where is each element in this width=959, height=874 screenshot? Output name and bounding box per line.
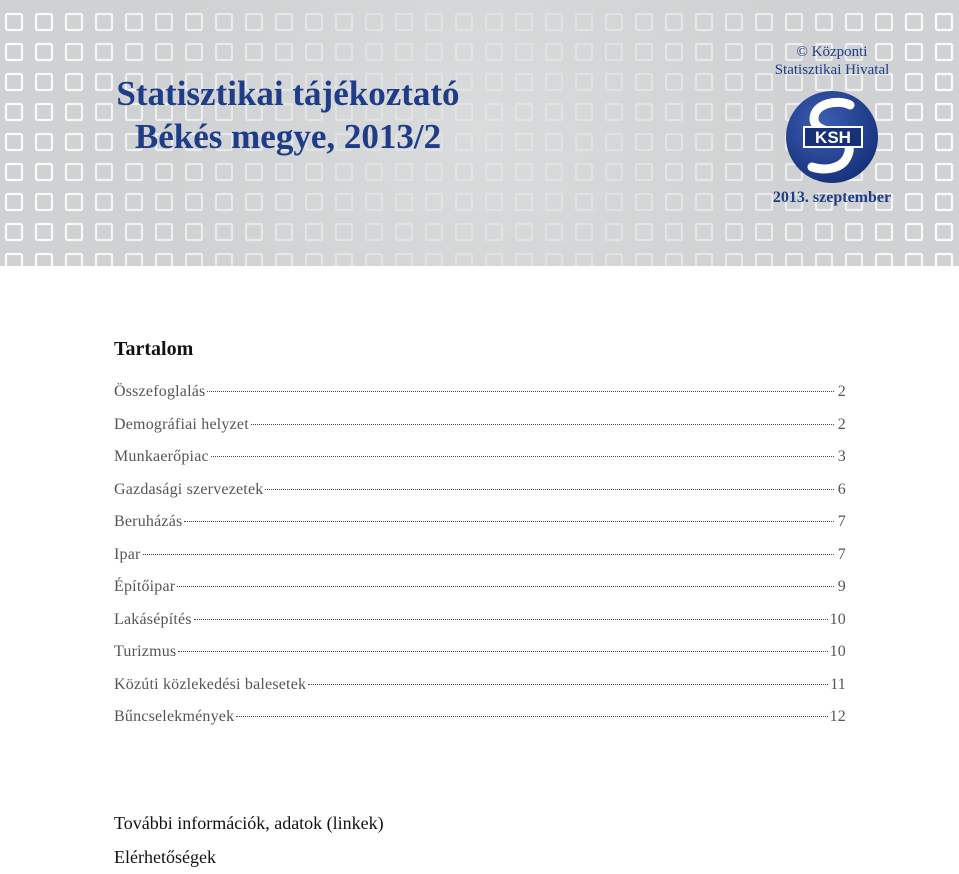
pattern-square — [516, 164, 532, 180]
pattern-square — [756, 14, 772, 30]
pattern-square — [96, 44, 112, 60]
pattern-square — [756, 164, 772, 180]
toc-entry[interactable] — [114, 546, 846, 579]
pattern-square — [96, 194, 112, 210]
toc-entry-page: 7 — [837, 513, 846, 530]
publication-date: 2013. szeptember — [772, 189, 892, 206]
toc-entry-page: 3 — [837, 448, 846, 465]
pattern-square — [546, 224, 562, 240]
pattern-square — [666, 194, 682, 210]
toc-leader-dots — [236, 716, 827, 717]
toc-leader-dots — [177, 586, 834, 587]
pattern-square — [186, 254, 202, 266]
pattern-square — [186, 224, 202, 240]
pattern-square — [216, 44, 232, 60]
pattern-square — [726, 44, 742, 60]
ksh-logo-text: KSH — [815, 128, 851, 147]
pattern-square — [906, 164, 922, 180]
toc-entry[interactable] — [114, 676, 846, 709]
pattern-square — [516, 74, 532, 90]
pattern-square — [276, 14, 292, 30]
pattern-square — [666, 74, 682, 90]
pattern-square — [36, 44, 52, 60]
publisher-line-2: Statisztikai Hivatal — [774, 62, 890, 78]
pattern-square — [156, 224, 172, 240]
pattern-square — [876, 14, 892, 30]
pattern-square — [516, 44, 532, 60]
pattern-square — [186, 194, 202, 210]
toc-entry-page: 9 — [837, 578, 846, 595]
pattern-square — [726, 74, 742, 90]
pattern-square — [276, 224, 292, 240]
pattern-square — [936, 254, 952, 266]
pattern-square — [666, 104, 682, 120]
pattern-square — [366, 14, 382, 30]
pattern-square — [726, 254, 742, 266]
pattern-square — [696, 14, 712, 30]
pattern-square — [366, 44, 382, 60]
toc-entry-page: 11 — [830, 675, 846, 693]
pattern-square — [906, 224, 922, 240]
pattern-square — [306, 194, 322, 210]
cover-header — [0, 0, 959, 266]
pattern-square — [486, 194, 502, 210]
toc-leader-dots — [211, 456, 834, 457]
pattern-square — [426, 44, 442, 60]
pattern-square — [786, 254, 802, 266]
more-info-link[interactable]: További információk, adatok (linkek) — [114, 813, 384, 833]
toc-entry-label: Beruházás — [114, 513, 183, 530]
pattern-square — [336, 44, 352, 60]
pattern-square — [696, 164, 712, 180]
pattern-square — [516, 254, 532, 266]
publisher-line-1: © Központi — [796, 44, 868, 60]
pattern-square — [396, 224, 412, 240]
pattern-square — [66, 254, 82, 266]
toc-leader-dots — [308, 684, 828, 685]
pattern-square — [306, 14, 322, 30]
toc-entry[interactable] — [114, 416, 846, 449]
pattern-square — [66, 194, 82, 210]
pattern-square — [576, 194, 592, 210]
pattern-square — [36, 104, 52, 120]
pattern-square — [36, 194, 52, 210]
contacts-link[interactable]: Elérhetőségek — [114, 847, 216, 867]
pattern-square — [666, 44, 682, 60]
pattern-square — [246, 164, 262, 180]
pattern-square — [516, 224, 532, 240]
pattern-square — [216, 164, 232, 180]
pattern-square — [786, 224, 802, 240]
pattern-square — [486, 224, 502, 240]
pattern-square — [786, 14, 802, 30]
pattern-square — [396, 194, 412, 210]
pattern-square — [846, 224, 862, 240]
pattern-square — [546, 74, 562, 90]
pattern-square — [246, 194, 262, 210]
pattern-square — [696, 134, 712, 150]
pattern-square — [486, 254, 502, 266]
document-title — [78, 72, 498, 158]
pattern-square — [456, 14, 472, 30]
pattern-square — [696, 74, 712, 90]
pattern-square — [936, 164, 952, 180]
pattern-square — [606, 224, 622, 240]
toc-entry-label: Demográfiai helyzet — [114, 415, 249, 433]
pattern-square — [246, 224, 262, 240]
pattern-square — [366, 224, 382, 240]
pattern-square — [366, 164, 382, 180]
pattern-square — [906, 14, 922, 30]
pattern-square — [606, 164, 622, 180]
pattern-square — [546, 134, 562, 150]
pattern-square — [426, 164, 442, 180]
pattern-square — [666, 254, 682, 266]
pattern-square — [756, 134, 772, 150]
pattern-square — [396, 44, 412, 60]
toc-entry-page: 12 — [829, 708, 846, 725]
toc-leader-dots — [194, 619, 828, 620]
pattern-square — [6, 134, 22, 150]
pattern-square — [216, 194, 232, 210]
pattern-square — [816, 14, 832, 30]
toc-entry-label: Turizmus — [114, 643, 177, 660]
pattern-square — [456, 164, 472, 180]
pattern-square — [306, 44, 322, 60]
pattern-square — [546, 14, 562, 30]
pattern-square — [906, 254, 922, 266]
pattern-square — [606, 194, 622, 210]
pattern-square — [936, 194, 952, 210]
toc-entry-label: Ipar — [114, 545, 141, 563]
pattern-square — [126, 44, 142, 60]
pattern-square — [36, 164, 52, 180]
toc-entry-page: 10 — [829, 610, 846, 628]
pattern-square — [6, 194, 22, 210]
pattern-square — [96, 14, 112, 30]
pattern-square — [336, 164, 352, 180]
pattern-square — [546, 104, 562, 120]
pattern-square — [126, 224, 142, 240]
pattern-square — [636, 44, 652, 60]
pattern-square — [636, 14, 652, 30]
toc-leader-dots — [251, 424, 834, 425]
pattern-square — [6, 74, 22, 90]
pattern-square — [636, 224, 652, 240]
pattern-square — [36, 14, 52, 30]
pattern-square — [546, 254, 562, 266]
pattern-square — [906, 134, 922, 150]
pattern-square — [186, 14, 202, 30]
pattern-square — [486, 164, 502, 180]
toc-entry-label: Építőipar — [114, 578, 176, 595]
table-of-contents — [114, 383, 846, 741]
pattern-square — [576, 164, 592, 180]
ksh-logo-icon — [784, 89, 880, 185]
pattern-square — [486, 14, 502, 30]
pattern-square — [216, 254, 232, 266]
pattern-square — [126, 194, 142, 210]
pattern-square — [336, 194, 352, 210]
pattern-square — [876, 224, 892, 240]
pattern-square — [756, 254, 772, 266]
pattern-square — [216, 14, 232, 30]
pattern-square — [336, 254, 352, 266]
pattern-square — [246, 14, 262, 30]
toc-entry[interactable] — [114, 513, 846, 546]
pattern-square — [576, 224, 592, 240]
pattern-square — [276, 44, 292, 60]
pattern-square — [576, 74, 592, 90]
pattern-square — [6, 44, 22, 60]
toc-entry[interactable] — [114, 643, 846, 676]
pattern-square — [576, 44, 592, 60]
pattern-square — [606, 14, 622, 30]
pattern-square — [426, 194, 442, 210]
pattern-square — [636, 254, 652, 266]
pattern-square — [726, 134, 742, 150]
pattern-square — [6, 14, 22, 30]
pattern-square — [726, 164, 742, 180]
pattern-square — [396, 164, 412, 180]
pattern-square — [606, 254, 622, 266]
pattern-square — [636, 74, 652, 90]
toc-entry[interactable] — [114, 383, 846, 416]
pattern-square — [516, 104, 532, 120]
pattern-square — [276, 164, 292, 180]
pattern-square — [606, 44, 622, 60]
pattern-square — [216, 224, 232, 240]
pattern-square — [936, 224, 952, 240]
pattern-square — [846, 14, 862, 30]
pattern-square — [936, 74, 952, 90]
pattern-square — [246, 44, 262, 60]
pattern-square — [606, 104, 622, 120]
pattern-square — [276, 254, 292, 266]
pattern-square — [816, 224, 832, 240]
pattern-square — [816, 254, 832, 266]
pattern-square — [6, 104, 22, 120]
pattern-square — [906, 104, 922, 120]
toc-entry-label: Közúti közlekedési balesetek — [114, 675, 307, 693]
toc-leader-dots — [265, 489, 834, 490]
pattern-square — [666, 224, 682, 240]
pattern-square — [36, 254, 52, 266]
pattern-square — [366, 254, 382, 266]
pattern-square — [666, 14, 682, 30]
pattern-square — [726, 14, 742, 30]
publisher-name — [742, 43, 922, 79]
pattern-square — [876, 254, 892, 266]
pattern-square — [666, 164, 682, 180]
toc-entry[interactable] — [114, 611, 846, 644]
pattern-square — [456, 44, 472, 60]
pattern-square — [66, 44, 82, 60]
pattern-square — [36, 74, 52, 90]
pattern-square — [606, 74, 622, 90]
toc-leader-dots — [184, 521, 834, 522]
pattern-square — [66, 14, 82, 30]
title-line-2: Békés megye, 2013/2 — [134, 117, 442, 156]
title-line-1: Statisztikai tájékoztató — [116, 74, 460, 113]
pattern-square — [936, 14, 952, 30]
toc-entry-page: 2 — [837, 383, 846, 400]
pattern-square — [186, 164, 202, 180]
pattern-square — [606, 134, 622, 150]
toc-entry-label: Munkaerőpiac — [114, 448, 209, 465]
pattern-square — [696, 104, 712, 120]
pattern-square — [126, 14, 142, 30]
toc-entry[interactable] — [114, 578, 846, 611]
toc-entry[interactable] — [114, 708, 846, 741]
pattern-square — [726, 194, 742, 210]
pattern-square — [126, 164, 142, 180]
toc-entry-label: Összefoglalás — [114, 383, 206, 400]
pattern-square — [426, 224, 442, 240]
pattern-square — [66, 224, 82, 240]
pattern-square — [546, 164, 562, 180]
pattern-square — [576, 134, 592, 150]
pattern-square — [576, 14, 592, 30]
pattern-square — [636, 164, 652, 180]
pattern-square — [156, 254, 172, 266]
pattern-square — [66, 164, 82, 180]
pattern-square — [516, 14, 532, 30]
pattern-square — [666, 134, 682, 150]
pattern-square — [846, 254, 862, 266]
pattern-square — [636, 194, 652, 210]
toc-entry-page: 2 — [837, 415, 846, 433]
pattern-square — [366, 194, 382, 210]
pattern-square — [756, 104, 772, 120]
pattern-square — [96, 164, 112, 180]
pattern-square — [186, 44, 202, 60]
toc-entry-page: 7 — [837, 545, 846, 563]
pattern-square — [6, 254, 22, 266]
pattern-square — [156, 164, 172, 180]
toc-entry-label: Bűncselekmények — [114, 708, 235, 725]
toc-entry-label: Lakásépítés — [114, 610, 192, 628]
pattern-square — [726, 224, 742, 240]
pattern-square — [306, 254, 322, 266]
pattern-square — [126, 254, 142, 266]
pattern-square — [726, 104, 742, 120]
pattern-square — [396, 14, 412, 30]
toc-heading: Tartalom — [114, 338, 194, 360]
pattern-square — [456, 224, 472, 240]
pattern-square — [696, 194, 712, 210]
toc-leader-dots — [178, 651, 827, 652]
pattern-square — [936, 44, 952, 60]
pattern-square — [636, 104, 652, 120]
pattern-square — [576, 254, 592, 266]
pattern-square — [156, 44, 172, 60]
pattern-square — [936, 134, 952, 150]
pattern-square — [426, 254, 442, 266]
pattern-square — [336, 224, 352, 240]
pattern-square — [936, 104, 952, 120]
pattern-square — [246, 254, 262, 266]
pattern-square — [426, 14, 442, 30]
pattern-square — [36, 224, 52, 240]
pattern-square — [516, 194, 532, 210]
pattern-square — [516, 134, 532, 150]
toc-entry-page: 6 — [837, 480, 846, 498]
pattern-square — [546, 44, 562, 60]
pattern-square — [36, 134, 52, 150]
pattern-square — [696, 224, 712, 240]
pattern-square — [96, 254, 112, 266]
pattern-square — [306, 224, 322, 240]
toc-leader-dots — [143, 554, 834, 555]
pattern-square — [456, 254, 472, 266]
pattern-square — [486, 44, 502, 60]
pattern-square — [6, 224, 22, 240]
pattern-square — [546, 194, 562, 210]
toc-entry[interactable] — [114, 448, 846, 481]
pattern-square — [156, 194, 172, 210]
pattern-square — [336, 14, 352, 30]
toc-entry[interactable] — [114, 481, 846, 514]
pattern-square — [396, 254, 412, 266]
pattern-square — [756, 224, 772, 240]
pattern-square — [306, 164, 322, 180]
pattern-square — [636, 134, 652, 150]
toc-entry-label: Gazdasági szervezetek — [114, 480, 264, 498]
toc-leader-dots — [207, 391, 834, 392]
pattern-square — [576, 104, 592, 120]
footer-links — [114, 806, 384, 874]
pattern-square — [6, 164, 22, 180]
pattern-square — [696, 254, 712, 266]
pattern-square — [456, 194, 472, 210]
pattern-square — [696, 44, 712, 60]
pattern-square — [96, 224, 112, 240]
pattern-square — [156, 14, 172, 30]
pattern-square — [276, 194, 292, 210]
toc-entry-page: 10 — [829, 643, 846, 660]
